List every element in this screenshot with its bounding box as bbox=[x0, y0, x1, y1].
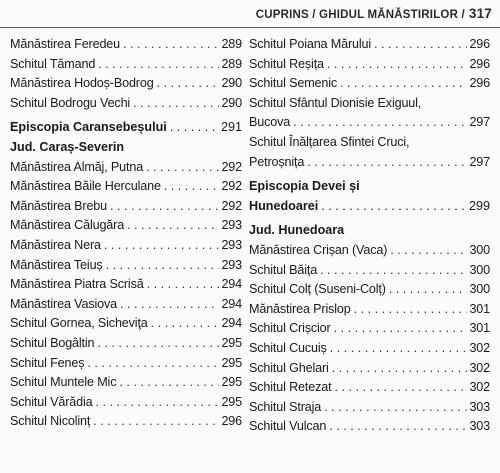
entry-name-line2: Bucova bbox=[249, 115, 291, 130]
leader-dots bbox=[307, 153, 467, 173]
leader-dots bbox=[97, 334, 219, 354]
entry-name-line1: Schitul Sfântul Dionisie Exiguul, bbox=[249, 95, 422, 110]
entry-name: Mănăstirea Vasiova bbox=[10, 296, 117, 311]
leader-dots bbox=[93, 412, 219, 432]
entry-page: 302 bbox=[469, 360, 490, 375]
section-episcopia-devei-line1 bbox=[249, 177, 490, 197]
leader-dots bbox=[120, 295, 219, 315]
section-episcopia-caransebesului bbox=[10, 118, 242, 138]
entry-name: Mănăstirea Băile Herculane bbox=[10, 179, 161, 194]
section-page: 291 bbox=[220, 120, 242, 135]
toc-entry bbox=[10, 236, 242, 256]
entry-page: 293 bbox=[221, 257, 242, 272]
toc-entry bbox=[10, 94, 242, 114]
leader-dots bbox=[151, 314, 220, 334]
entry-page: 302 bbox=[469, 340, 490, 355]
entry-name: Mănăstirea Călugăra bbox=[10, 218, 125, 233]
toc-entry bbox=[10, 74, 242, 94]
entry-name: Schitul Vulcan bbox=[249, 419, 327, 434]
entry-page: 292 bbox=[221, 198, 242, 213]
entry-name: Schitul Feneș bbox=[10, 355, 85, 370]
toc-entry bbox=[249, 417, 490, 437]
section-name-line1: Episcopia Devei și bbox=[249, 179, 360, 194]
leader-dots bbox=[146, 158, 219, 178]
toc-entry bbox=[10, 35, 242, 55]
entry-page: 302 bbox=[469, 380, 490, 395]
page-number: 317 bbox=[468, 6, 492, 21]
entry-name: Schitul Reșița bbox=[249, 56, 324, 71]
entry-page: 297 bbox=[469, 154, 490, 169]
entry-page: 290 bbox=[221, 95, 242, 110]
entry-page: 294 bbox=[221, 296, 242, 311]
entry-name: Schitul Cucuiș bbox=[249, 340, 327, 355]
leader-dots bbox=[332, 359, 468, 379]
toc-entry bbox=[249, 339, 490, 359]
entry-name: Schitul Colț (Suseni-Colț) bbox=[249, 282, 386, 297]
toc-entry bbox=[10, 158, 242, 178]
entry-name: Schitul Straja bbox=[249, 399, 322, 414]
header-title: CUPRINS / GHIDUL MĂNĂSTIRILOR / bbox=[255, 9, 465, 21]
toc-entry bbox=[249, 74, 490, 94]
header-text bbox=[256, 6, 492, 21]
entry-page: 293 bbox=[221, 218, 242, 233]
toc-entry bbox=[10, 412, 242, 432]
leader-dots bbox=[340, 74, 467, 94]
leader-dots bbox=[164, 177, 220, 197]
entry-page: 296 bbox=[469, 76, 490, 91]
toc-entry bbox=[10, 177, 242, 197]
leader-dots bbox=[320, 261, 467, 281]
leader-dots bbox=[95, 393, 219, 413]
entry-name: Mănăstirea Hodoș-Bodrog bbox=[10, 76, 154, 91]
toc-entry bbox=[10, 373, 242, 393]
entry-name: Mănăstirea Nera bbox=[10, 237, 101, 252]
entry-page: 292 bbox=[221, 159, 242, 174]
leader-dots bbox=[390, 241, 467, 261]
entry-name: Schitul Ghelari bbox=[249, 360, 329, 375]
toc-column-left bbox=[10, 35, 242, 432]
leader-dots bbox=[157, 74, 220, 94]
leader-dots bbox=[324, 398, 467, 418]
leader-dots bbox=[87, 354, 219, 374]
toc-column-right bbox=[249, 35, 490, 437]
entry-name: Mănăstirea Piatra Scrisă bbox=[10, 277, 144, 292]
entry-page: 301 bbox=[469, 321, 490, 336]
entry-name: Schitul Gornea, Sicheviţa bbox=[10, 316, 148, 331]
toc-entry-multiline bbox=[249, 94, 490, 133]
toc-entry bbox=[249, 55, 490, 75]
entry-page: 289 bbox=[221, 37, 242, 51]
entry-page: 296 bbox=[221, 414, 242, 429]
entry-page: 301 bbox=[469, 301, 490, 316]
toc-entry bbox=[249, 300, 490, 320]
leader-dots bbox=[123, 35, 219, 55]
entry-name: Mănăstirea Teiuș bbox=[10, 257, 103, 272]
county-heading-hunedoara bbox=[249, 221, 490, 241]
entry-name-line1: Schitul Înălțarea Sfintei Cruci, bbox=[249, 134, 410, 149]
toc-entry bbox=[249, 319, 490, 339]
toc-entry bbox=[10, 275, 242, 295]
leader-dots bbox=[133, 94, 219, 114]
entry-name: Schitul Semenic bbox=[249, 76, 338, 91]
toc-entry bbox=[249, 398, 490, 418]
leader-dots bbox=[354, 300, 468, 320]
toc-entry bbox=[249, 35, 490, 55]
entry-name: Schitul Poiana Mărului bbox=[249, 37, 372, 51]
entry-name: Mănăstirea Almăj, Putna bbox=[10, 159, 144, 174]
entry-name: Schitul Nicolinț bbox=[10, 414, 91, 429]
entry-name: Mănăstirea Prislop bbox=[249, 301, 351, 316]
toc-entry bbox=[249, 378, 490, 398]
entry-page: 293 bbox=[221, 237, 242, 252]
entry-page: 295 bbox=[221, 394, 242, 409]
leader-dots bbox=[104, 236, 220, 256]
entry-page: 295 bbox=[221, 335, 242, 350]
entry-name: Schitul Bogâltin bbox=[10, 335, 95, 350]
section-name: Episcopia Caransebeșului bbox=[10, 120, 167, 135]
entry-page: 300 bbox=[469, 242, 490, 257]
leader-dots bbox=[389, 280, 468, 300]
toc-entry bbox=[10, 55, 242, 75]
toc-entry bbox=[10, 334, 242, 354]
entry-page: 300 bbox=[469, 262, 490, 277]
entry-name: Schitul Tămand bbox=[10, 56, 96, 71]
leader-dots bbox=[98, 55, 219, 75]
toc-entry bbox=[10, 393, 242, 413]
entry-page: 295 bbox=[221, 375, 242, 390]
leader-dots bbox=[327, 55, 468, 75]
entry-page: 294 bbox=[221, 277, 242, 292]
leader-dots bbox=[127, 216, 219, 236]
leader-dots bbox=[329, 417, 467, 437]
entry-page: 292 bbox=[221, 179, 242, 194]
entry-page: 296 bbox=[469, 37, 490, 51]
entry-page: 296 bbox=[469, 56, 490, 71]
toc-entry bbox=[249, 261, 490, 281]
toc-entry bbox=[10, 314, 242, 334]
entry-name: Mănăstirea Feredeu bbox=[10, 37, 121, 51]
entry-name: Schitul Bodrogu Vechi bbox=[10, 95, 131, 110]
section-page: 299 bbox=[468, 198, 490, 213]
entry-page: 295 bbox=[221, 355, 242, 370]
leader-dots bbox=[330, 339, 468, 359]
entry-name: Schitul Crișcior bbox=[249, 321, 331, 336]
leader-dots bbox=[334, 378, 467, 398]
leader-dots bbox=[170, 118, 219, 138]
entry-name: Schitul Vărădia bbox=[10, 394, 93, 409]
leader-dots bbox=[334, 319, 468, 339]
toc-entry bbox=[10, 197, 242, 217]
leader-dots bbox=[119, 373, 219, 393]
leader-dots bbox=[293, 113, 467, 133]
running-header bbox=[0, 6, 500, 28]
entry-page: 303 bbox=[469, 399, 490, 414]
entry-page: 294 bbox=[221, 316, 242, 331]
entry-name: Schitul Muntele Mic bbox=[10, 375, 117, 390]
entry-name: Mănăstirea Crișan (Vaca) bbox=[249, 242, 388, 257]
entry-page: 300 bbox=[469, 282, 490, 297]
county-heading-caras-severin bbox=[10, 138, 242, 158]
toc-entry bbox=[249, 359, 490, 379]
entry-page: 290 bbox=[221, 76, 242, 91]
leader-dots bbox=[106, 256, 220, 276]
toc-entry bbox=[249, 241, 490, 261]
entry-name: Mănăstirea Brebu bbox=[10, 198, 108, 213]
leader-dots bbox=[110, 197, 219, 217]
leader-dots bbox=[374, 35, 467, 55]
entry-page: 289 bbox=[221, 56, 242, 71]
toc-entry bbox=[249, 280, 490, 300]
section-episcopia-devei-line2 bbox=[249, 197, 490, 217]
section-name-line2: Hunedoarei bbox=[249, 198, 319, 213]
toc-entry bbox=[10, 256, 242, 276]
entry-page: 303 bbox=[469, 419, 490, 434]
entry-name: Schitul Băița bbox=[249, 262, 318, 277]
county-name: Jud. Caraș-Severin bbox=[10, 139, 125, 154]
entry-page: 297 bbox=[469, 115, 490, 130]
toc-entry bbox=[10, 295, 242, 315]
toc-entry-multiline bbox=[249, 133, 490, 172]
entry-name-line2: Petroșnița bbox=[249, 154, 305, 169]
leader-dots bbox=[321, 197, 467, 217]
entry-name: Schitul Retezat bbox=[249, 380, 332, 395]
county-name: Jud. Hunedoara bbox=[249, 223, 345, 238]
leader-dots bbox=[147, 275, 220, 295]
toc-entry bbox=[10, 354, 242, 374]
toc-entry bbox=[10, 216, 242, 236]
